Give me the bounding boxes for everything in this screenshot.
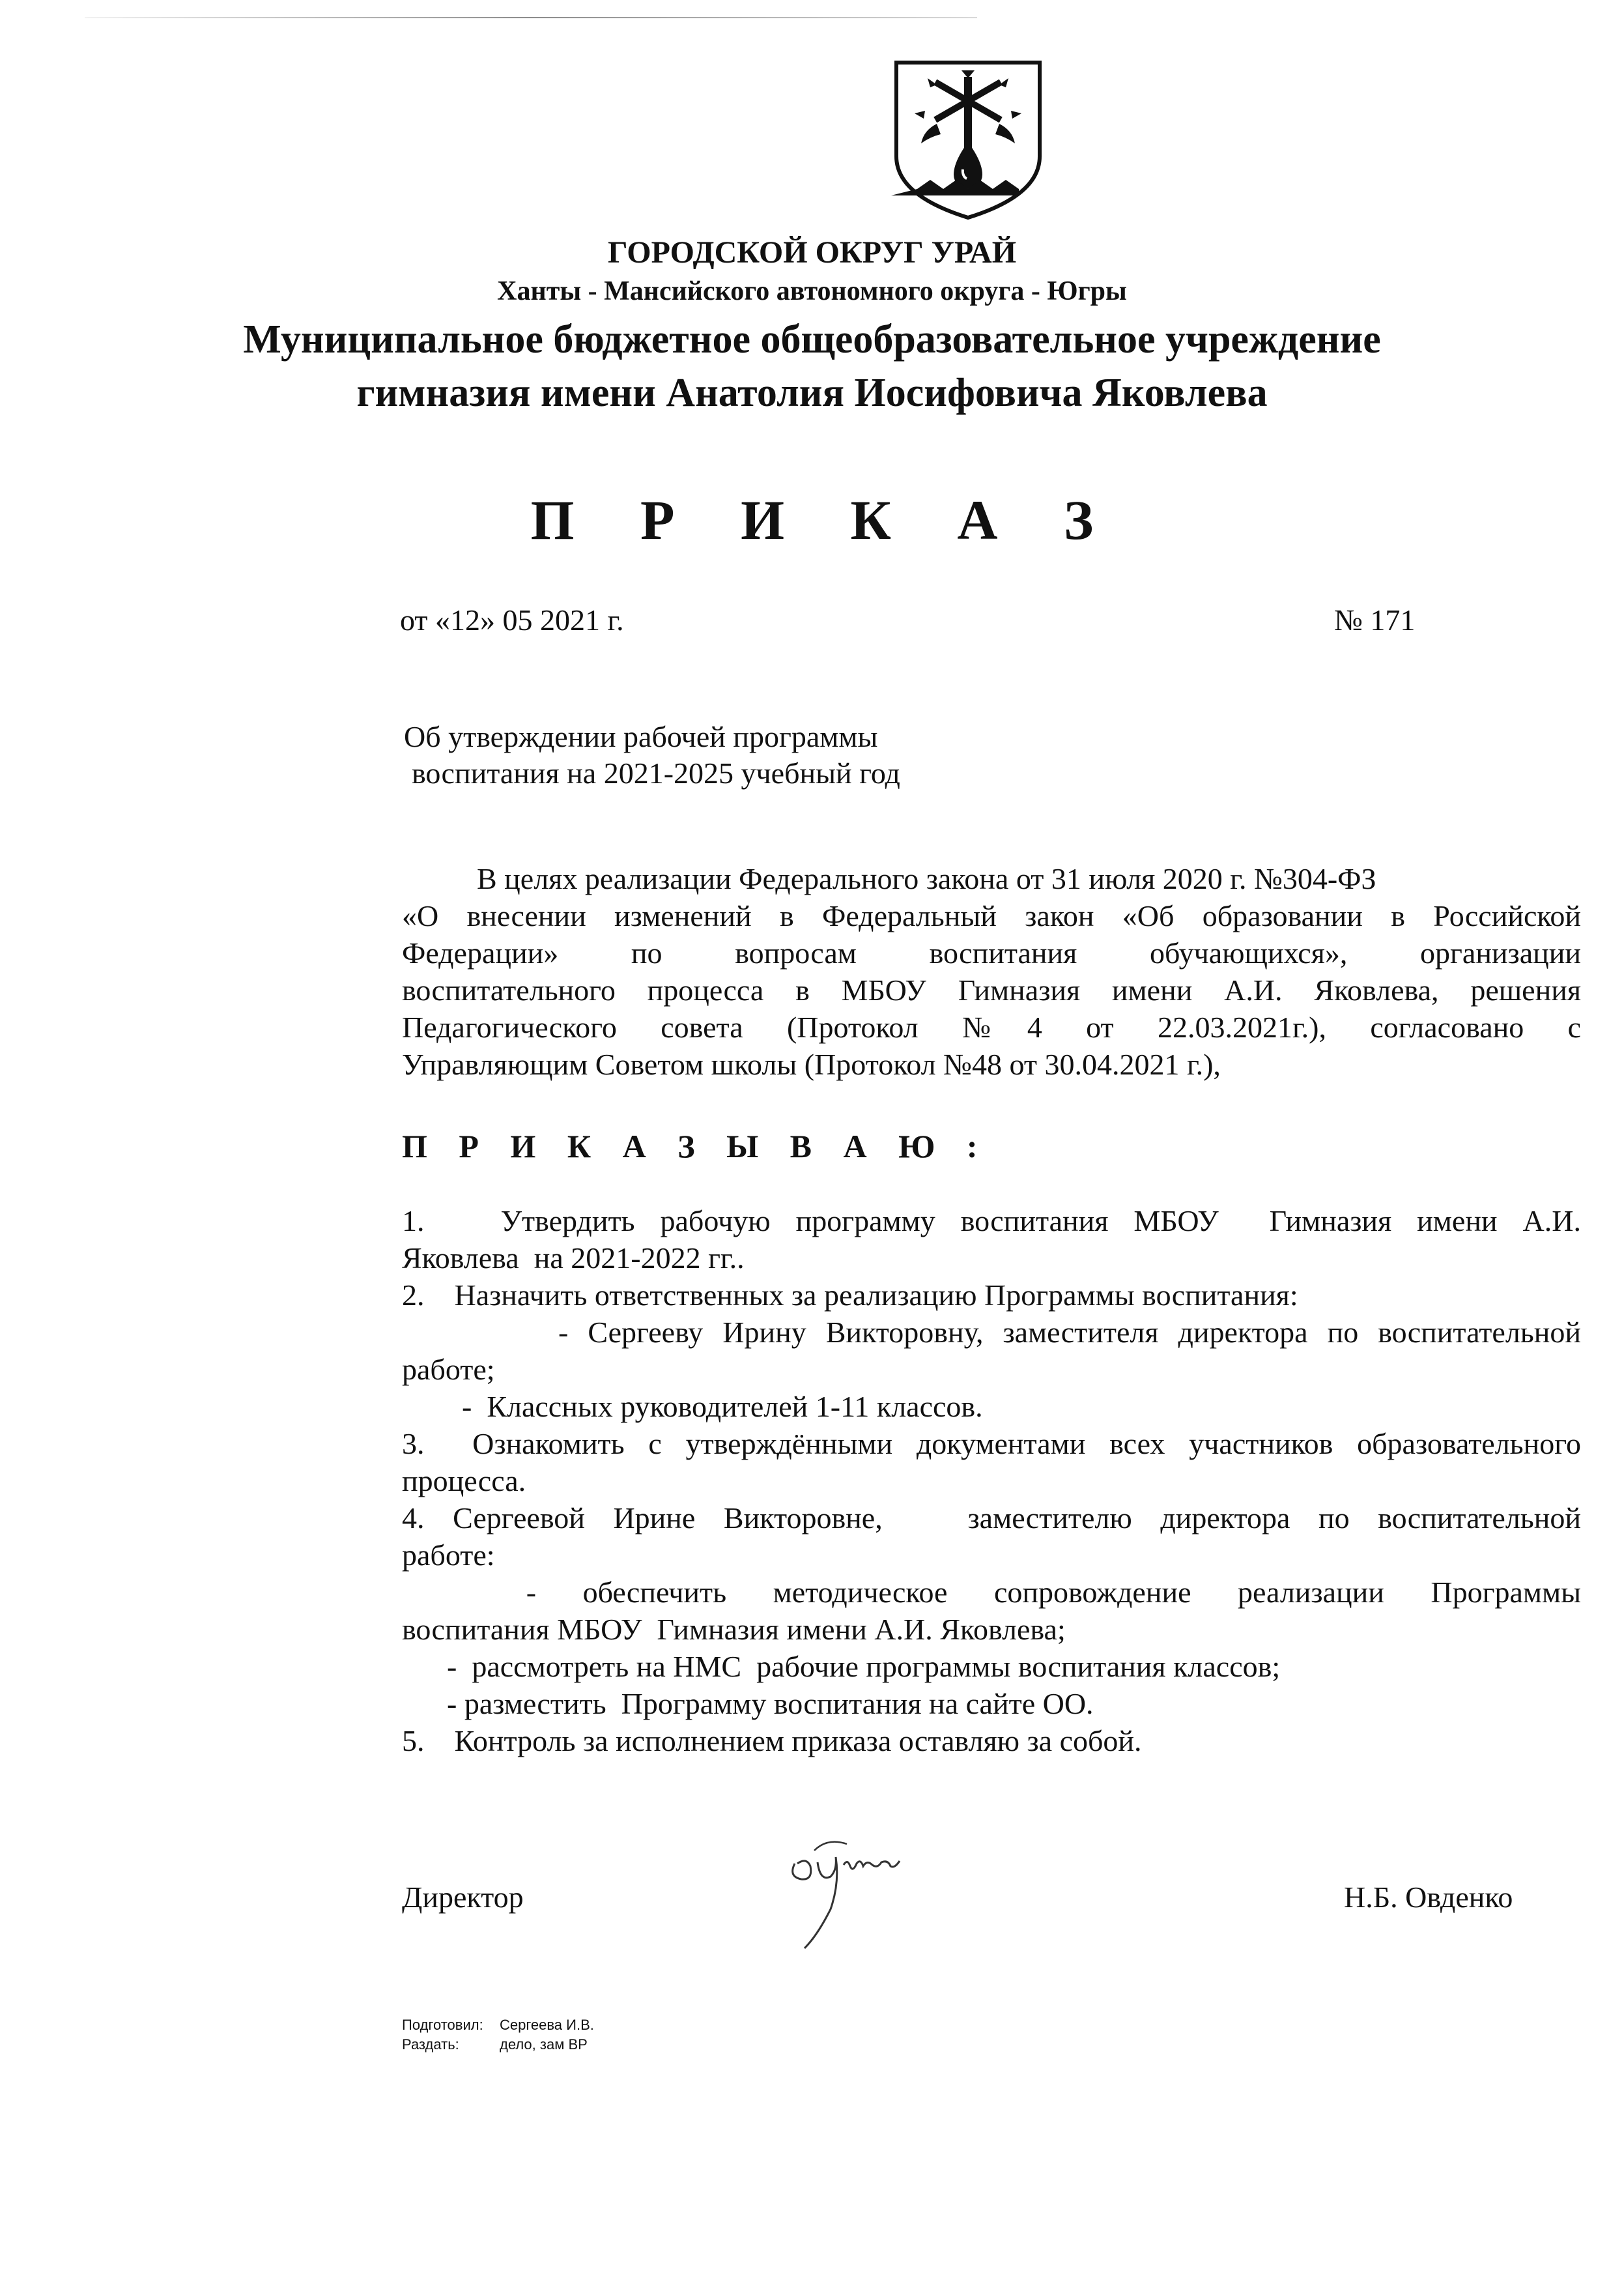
order-item-line: процесса. — [402, 1464, 526, 1497]
order-item-line: воспитания МБОУ Гимназия имени А.И. Яковлева; — [402, 1613, 1066, 1646]
order-heading: П Р И К А З Ы В А Ю : — [402, 1128, 990, 1164]
order-item-line: - Сергееву Ирину Викторовну, заместителя директора по воспитательной — [402, 1316, 1581, 1349]
order-item-line: работе; — [402, 1353, 495, 1386]
order-item-line: 4. Сергеевой Ирине Викторовне, заместителю директора по воспитательной — [402, 1501, 1581, 1535]
order-item-line: 2. Назначить ответственных за реализацию Программы воспитания: — [402, 1278, 1298, 1312]
distribute-label: Раздать: — [402, 2036, 459, 2053]
signature-position: Директор — [402, 1880, 524, 1914]
preamble-line: Управляющим Советом школы (Протокол №48 от 30.04.2021 г.), — [402, 1048, 1221, 1081]
order-item-line: - разместить Программу воспитания на сайте ОО. — [402, 1687, 1094, 1720]
order-item-line: - Классных руководителей 1-11 классов. — [402, 1390, 983, 1423]
preamble-line: Федерации» по вопросам воспитания обучающихся», организации — [402, 936, 1581, 970]
prepared-value: Сергеева И.В. — [500, 2017, 594, 2033]
order-item-line: - обеспечить методическое сопровождение реализации Программы — [402, 1576, 1581, 1609]
order-item-line: 3. Ознакомить с утверждёнными документами всех участников образовательного — [402, 1427, 1581, 1460]
scan-artifact-line — [85, 17, 977, 18]
footer-notes — [402, 2015, 594, 2054]
order-item-line: - рассмотреть на НМС рабочие программы воспитания классов; — [402, 1650, 1281, 1683]
preamble-paragraph — [402, 860, 1581, 1083]
preamble-line: воспитательного процесса в МБОУ Гимназия имени А.И. Яковлева, решения — [402, 973, 1581, 1007]
preamble-line: «О внесении изменений в Федеральный закон «Об образовании в Российской — [402, 899, 1581, 932]
subject-line: воспитания на 2021-2025 учебный год — [412, 756, 900, 790]
signature-name: Н.Б. Овденко — [1344, 1880, 1513, 1914]
order-number: № 171 — [1334, 603, 1416, 637]
header-institution-line1: Муниципальное бюджетное общеобразовательное учреждение — [243, 317, 1381, 362]
document-title: П Р И К А З — [530, 489, 1120, 551]
order-item-line: Яковлева на 2021-2022 гг.. — [402, 1241, 745, 1275]
coat-of-arms-emblem — [891, 59, 1045, 222]
distribute-value: дело, зам ВР — [500, 2036, 588, 2053]
header-district: ГОРОДСКОЙ ОКРУГ УРАЙ — [607, 235, 1017, 270]
handwritten-signature — [769, 1824, 1003, 1961]
subject-line: Об утверждении рабочей программы — [404, 720, 878, 753]
order-date: от «12» 05 2021 г. — [400, 603, 624, 637]
order-item-line: 1. Утвердить рабочую программу воспитания МБОУ Гимназия имени А.И. — [402, 1204, 1581, 1237]
preamble-line: В целях реализации Федерального закона от 31 июля 2020 г. №304-ФЗ — [402, 862, 1376, 895]
order-item-line: работе: — [402, 1538, 495, 1572]
order-item-line: 5. Контроль за исполнением приказа оставляю за собой. — [402, 1724, 1142, 1757]
header-region: Ханты - Мансийского автономного округа - Югры — [497, 276, 1127, 306]
preamble-line: Педагогического совета (Протокол №4 от 22.03.2021г.), согласовано с — [402, 1011, 1581, 1044]
order-subject — [404, 719, 900, 792]
prepared-label: Подготовил: — [402, 2017, 483, 2033]
order-items — [402, 1202, 1581, 1759]
header-institution-line2: гимназия имени Анатолия Иосифовича Яковлева — [356, 371, 1268, 415]
